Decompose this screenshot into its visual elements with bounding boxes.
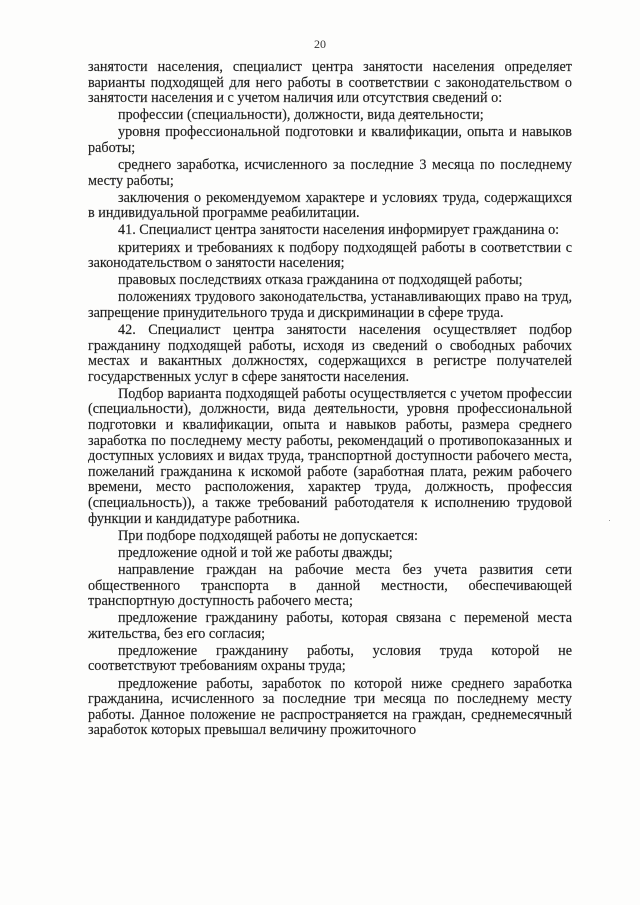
paragraph: предложение работы, заработок по которой ниже среднего заработка гражданина, исчисленного за последние три месяца по последнему месту работы. Данное положение не распространяется на граждан, среднемесячный заработок которых превышал величину прожиточного <box>88 675 572 739</box>
paragraph: Подбор варианта подходящей работы осуществляется с учетом профессии (специальности), должности, вида деятельности, уровня профессиональной подготовки и квалификации, опыта и навыков работы, размера среднего заработка по последнему месту работы, рекомендаций о противопоказанных и доступных условиях и видах труда, транспортной доступности рабочего места, пожеланий гражданина к искомой работе (заработная плата, режим рабочего времени, место расположения, характер труда, должность, профессия (специальность)), а также требований работодателя к исполнению трудовой функции и кандидатуре работника. <box>88 385 572 527</box>
paragraph: профессии (специальности), должности, вида деятельности; <box>118 107 484 124</box>
page-number: 20 <box>314 37 326 51</box>
scan-speck <box>609 520 610 521</box>
paragraph: предложение гражданину работы, условия труда которой не соответствуют требованиям охраны труда; <box>88 642 572 675</box>
paragraph: занятости населения, специалист центра занятости населения определяет варианты подходящей для него работы в соответствии с законодательством о занятости населения и с учетом наличия или отсутствия сведений о: <box>88 59 572 107</box>
document-body <box>88 60 572 740</box>
paragraph: предложение гражданину работы, которая связана с переменой места жительства, без его согласия; <box>88 610 572 642</box>
paragraph: критериях и требованиях к подбору подходящей работы в соответствии с законодательством о занятости населения; <box>88 239 572 272</box>
paragraph: направление граждан на рабочие места без учета развития сети общественного транспорта в данной местности, обеспечивающей транспортную доступность рабочего места; <box>88 561 572 610</box>
paragraph: предложение одной и той же работы дважды; <box>118 544 393 561</box>
paragraph: заключения о рекомендуемом характере и условиях труда, содержащихся в индивидуальной программе реабилитации. <box>88 189 572 222</box>
paragraph: 42. Специалист центра занятости населения осуществляет подбор гражданину подходящей работы, исходя из сведений о свободных рабочих местах и вакантных должностях, содержащихся в регистре получателей государственных услуг в сфере занятости населения. <box>88 322 572 385</box>
paragraph: правовых последствиях отказа гражданина от подходящей работы; <box>118 272 523 289</box>
paragraph: положениях трудового законодательства, устанавливающих право на труд, запрещение принудительного труда и дискриминации в сфере труда. <box>88 289 572 321</box>
paragraph: При подборе подходящей работы не допускается: <box>118 527 419 544</box>
paragraph: 41. Специалист центра занятости населения информирует гражданина о: <box>118 222 560 239</box>
paragraph: среднего заработка, исчисленного за последние 3 месяца по последнему месту работы; <box>88 157 572 189</box>
paragraph: уровня профессиональной подготовки и квалификации, опыта и навыков работы; <box>88 124 572 156</box>
